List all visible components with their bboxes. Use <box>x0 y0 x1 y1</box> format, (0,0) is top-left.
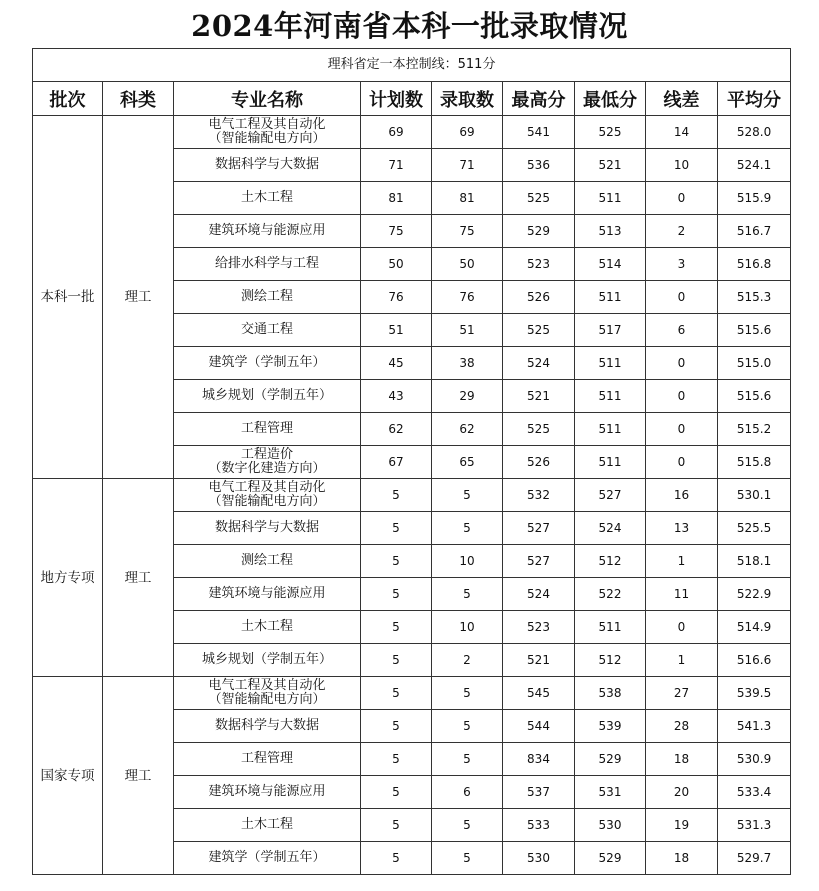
admit-cell: 51 <box>432 314 503 347</box>
max-cell: 541 <box>503 116 575 149</box>
min-cell: 511 <box>575 347 646 380</box>
max-cell: 545 <box>503 677 575 710</box>
plan-cell: 5 <box>361 710 432 743</box>
plan-cell: 50 <box>361 248 432 281</box>
max-cell: 524 <box>503 347 575 380</box>
header-batch: 批次 <box>33 82 103 116</box>
major-cell: 建筑环境与能源应用 <box>174 776 361 809</box>
plan-cell: 5 <box>361 776 432 809</box>
header-category: 科类 <box>103 82 174 116</box>
min-cell: 531 <box>575 776 646 809</box>
max-cell: 529 <box>503 215 575 248</box>
avg-cell: 522.9 <box>718 578 791 611</box>
plan-cell: 5 <box>361 611 432 644</box>
admission-table <box>32 48 791 875</box>
min-cell: 521 <box>575 149 646 182</box>
max-cell: 526 <box>503 281 575 314</box>
min-cell: 529 <box>575 743 646 776</box>
avg-cell: 515.3 <box>718 281 791 314</box>
max-cell: 523 <box>503 611 575 644</box>
admit-cell: 75 <box>432 215 503 248</box>
plan-cell: 5 <box>361 743 432 776</box>
avg-cell: 516.6 <box>718 644 791 677</box>
diff-cell: 0 <box>646 380 718 413</box>
admit-cell: 5 <box>432 710 503 743</box>
min-cell: 527 <box>575 479 646 512</box>
admit-cell: 10 <box>432 545 503 578</box>
admit-cell: 62 <box>432 413 503 446</box>
diff-cell: 0 <box>646 182 718 215</box>
min-cell: 539 <box>575 710 646 743</box>
max-cell: 533 <box>503 809 575 842</box>
major-cell: 土木工程 <box>174 611 361 644</box>
diff-cell: 18 <box>646 842 718 875</box>
max-cell: 521 <box>503 644 575 677</box>
avg-cell: 524.1 <box>718 149 791 182</box>
diff-cell: 11 <box>646 578 718 611</box>
diff-cell: 19 <box>646 809 718 842</box>
control-line-row <box>33 49 791 82</box>
major-cell: 数据科学与大数据 <box>174 149 361 182</box>
min-cell: 511 <box>575 281 646 314</box>
admit-cell: 5 <box>432 479 503 512</box>
control-line-cell: 理科省定一本控制线：511分 <box>33 49 791 82</box>
admit-cell: 5 <box>432 512 503 545</box>
admit-cell: 5 <box>432 677 503 710</box>
avg-cell: 525.5 <box>718 512 791 545</box>
header-avg: 平均分 <box>718 82 791 116</box>
avg-cell: 533.4 <box>718 776 791 809</box>
max-cell: 530 <box>503 842 575 875</box>
diff-cell: 1 <box>646 545 718 578</box>
avg-cell: 529.7 <box>718 842 791 875</box>
major-cell: 电气工程及其自动化 （智能输配电方向） <box>174 116 361 149</box>
batch-cell: 地方专项 <box>33 479 103 677</box>
header-diff: 线差 <box>646 82 718 116</box>
max-cell: 524 <box>503 578 575 611</box>
diff-cell: 6 <box>646 314 718 347</box>
table-row <box>33 116 791 149</box>
min-cell: 512 <box>575 545 646 578</box>
major-cell: 数据科学与大数据 <box>174 512 361 545</box>
avg-cell: 530.1 <box>718 479 791 512</box>
max-cell: 544 <box>503 710 575 743</box>
admit-cell: 65 <box>432 446 503 479</box>
avg-cell: 531.3 <box>718 809 791 842</box>
avg-cell: 515.0 <box>718 347 791 380</box>
plan-cell: 5 <box>361 644 432 677</box>
major-cell: 给排水科学与工程 <box>174 248 361 281</box>
major-cell: 建筑学（学制五年） <box>174 842 361 875</box>
table-row <box>33 479 791 512</box>
max-cell: 523 <box>503 248 575 281</box>
header-plan: 计划数 <box>361 82 432 116</box>
max-cell: 525 <box>503 413 575 446</box>
diff-cell: 2 <box>646 215 718 248</box>
major-cell: 建筑环境与能源应用 <box>174 578 361 611</box>
page-title: 2024年河南省本科一批录取情况 <box>191 9 628 43</box>
min-cell: 522 <box>575 578 646 611</box>
batch-cell: 本科一批 <box>33 116 103 479</box>
plan-cell: 45 <box>361 347 432 380</box>
min-cell: 517 <box>575 314 646 347</box>
plan-cell: 5 <box>361 479 432 512</box>
admit-cell: 5 <box>432 842 503 875</box>
plan-cell: 5 <box>361 677 432 710</box>
plan-cell: 62 <box>361 413 432 446</box>
plan-cell: 43 <box>361 380 432 413</box>
major-cell: 测绘工程 <box>174 545 361 578</box>
admit-cell: 50 <box>432 248 503 281</box>
major-cell: 电气工程及其自动化 （智能输配电方向） <box>174 677 361 710</box>
diff-cell: 0 <box>646 281 718 314</box>
max-cell: 537 <box>503 776 575 809</box>
admit-cell: 5 <box>432 809 503 842</box>
avg-cell: 528.0 <box>718 116 791 149</box>
diff-cell: 13 <box>646 512 718 545</box>
min-cell: 524 <box>575 512 646 545</box>
diff-cell: 27 <box>646 677 718 710</box>
header-min: 最低分 <box>575 82 646 116</box>
diff-cell: 18 <box>646 743 718 776</box>
diff-cell: 16 <box>646 479 718 512</box>
avg-cell: 514.9 <box>718 611 791 644</box>
plan-cell: 71 <box>361 149 432 182</box>
major-cell: 电气工程及其自动化 （智能输配电方向） <box>174 479 361 512</box>
min-cell: 512 <box>575 644 646 677</box>
max-cell: 536 <box>503 149 575 182</box>
admit-cell: 81 <box>432 182 503 215</box>
plan-cell: 75 <box>361 215 432 248</box>
max-cell: 525 <box>503 182 575 215</box>
avg-cell: 515.8 <box>718 446 791 479</box>
table-row <box>33 677 791 710</box>
header-max: 最高分 <box>503 82 575 116</box>
max-cell: 527 <box>503 512 575 545</box>
diff-cell: 3 <box>646 248 718 281</box>
min-cell: 514 <box>575 248 646 281</box>
major-cell: 建筑环境与能源应用 <box>174 215 361 248</box>
avg-cell: 515.6 <box>718 380 791 413</box>
avg-cell: 515.2 <box>718 413 791 446</box>
diff-cell: 14 <box>646 116 718 149</box>
admit-cell: 29 <box>432 380 503 413</box>
min-cell: 529 <box>575 842 646 875</box>
major-cell: 土木工程 <box>174 809 361 842</box>
diff-cell: 28 <box>646 710 718 743</box>
min-cell: 511 <box>575 413 646 446</box>
major-cell: 工程造价 （数字化建造方向） <box>174 446 361 479</box>
plan-cell: 81 <box>361 182 432 215</box>
plan-cell: 5 <box>361 842 432 875</box>
diff-cell: 0 <box>646 446 718 479</box>
avg-cell: 518.1 <box>718 545 791 578</box>
max-cell: 527 <box>503 545 575 578</box>
admit-cell: 5 <box>432 743 503 776</box>
min-cell: 530 <box>575 809 646 842</box>
header-row <box>33 82 791 116</box>
admit-cell: 10 <box>432 611 503 644</box>
diff-cell: 0 <box>646 347 718 380</box>
plan-cell: 5 <box>361 809 432 842</box>
min-cell: 511 <box>575 182 646 215</box>
plan-cell: 5 <box>361 545 432 578</box>
admit-cell: 76 <box>432 281 503 314</box>
avg-cell: 515.6 <box>718 314 791 347</box>
major-cell: 测绘工程 <box>174 281 361 314</box>
major-cell: 工程管理 <box>174 413 361 446</box>
admit-cell: 5 <box>432 578 503 611</box>
batch-cell: 国家专项 <box>33 677 103 875</box>
plan-cell: 51 <box>361 314 432 347</box>
header-admit: 录取数 <box>432 82 503 116</box>
category-cell: 理工 <box>103 677 174 875</box>
min-cell: 513 <box>575 215 646 248</box>
major-cell: 数据科学与大数据 <box>174 710 361 743</box>
category-cell: 理工 <box>103 116 174 479</box>
plan-cell: 76 <box>361 281 432 314</box>
diff-cell: 10 <box>646 149 718 182</box>
max-cell: 521 <box>503 380 575 413</box>
admit-cell: 38 <box>432 347 503 380</box>
diff-cell: 1 <box>646 644 718 677</box>
min-cell: 511 <box>575 611 646 644</box>
category-cell: 理工 <box>103 479 174 677</box>
admit-cell: 69 <box>432 116 503 149</box>
plan-cell: 5 <box>361 578 432 611</box>
header-major: 专业名称 <box>174 82 361 116</box>
major-cell: 工程管理 <box>174 743 361 776</box>
avg-cell: 516.8 <box>718 248 791 281</box>
avg-cell: 530.9 <box>718 743 791 776</box>
avg-cell: 516.7 <box>718 215 791 248</box>
min-cell: 511 <box>575 446 646 479</box>
plan-cell: 5 <box>361 512 432 545</box>
diff-cell: 20 <box>646 776 718 809</box>
diff-cell: 0 <box>646 611 718 644</box>
major-cell: 交通工程 <box>174 314 361 347</box>
max-cell: 526 <box>503 446 575 479</box>
plan-cell: 67 <box>361 446 432 479</box>
min-cell: 538 <box>575 677 646 710</box>
max-cell: 525 <box>503 314 575 347</box>
avg-cell: 541.3 <box>718 710 791 743</box>
major-cell: 建筑学（学制五年） <box>174 347 361 380</box>
min-cell: 525 <box>575 116 646 149</box>
admit-cell: 71 <box>432 149 503 182</box>
min-cell: 511 <box>575 380 646 413</box>
major-cell: 城乡规划（学制五年） <box>174 644 361 677</box>
max-cell: 532 <box>503 479 575 512</box>
plan-cell: 69 <box>361 116 432 149</box>
max-cell: 834 <box>503 743 575 776</box>
admit-cell: 2 <box>432 644 503 677</box>
avg-cell: 539.5 <box>718 677 791 710</box>
major-cell: 土木工程 <box>174 182 361 215</box>
diff-cell: 0 <box>646 413 718 446</box>
major-cell: 城乡规划（学制五年） <box>174 380 361 413</box>
admit-cell: 6 <box>432 776 503 809</box>
avg-cell: 515.9 <box>718 182 791 215</box>
